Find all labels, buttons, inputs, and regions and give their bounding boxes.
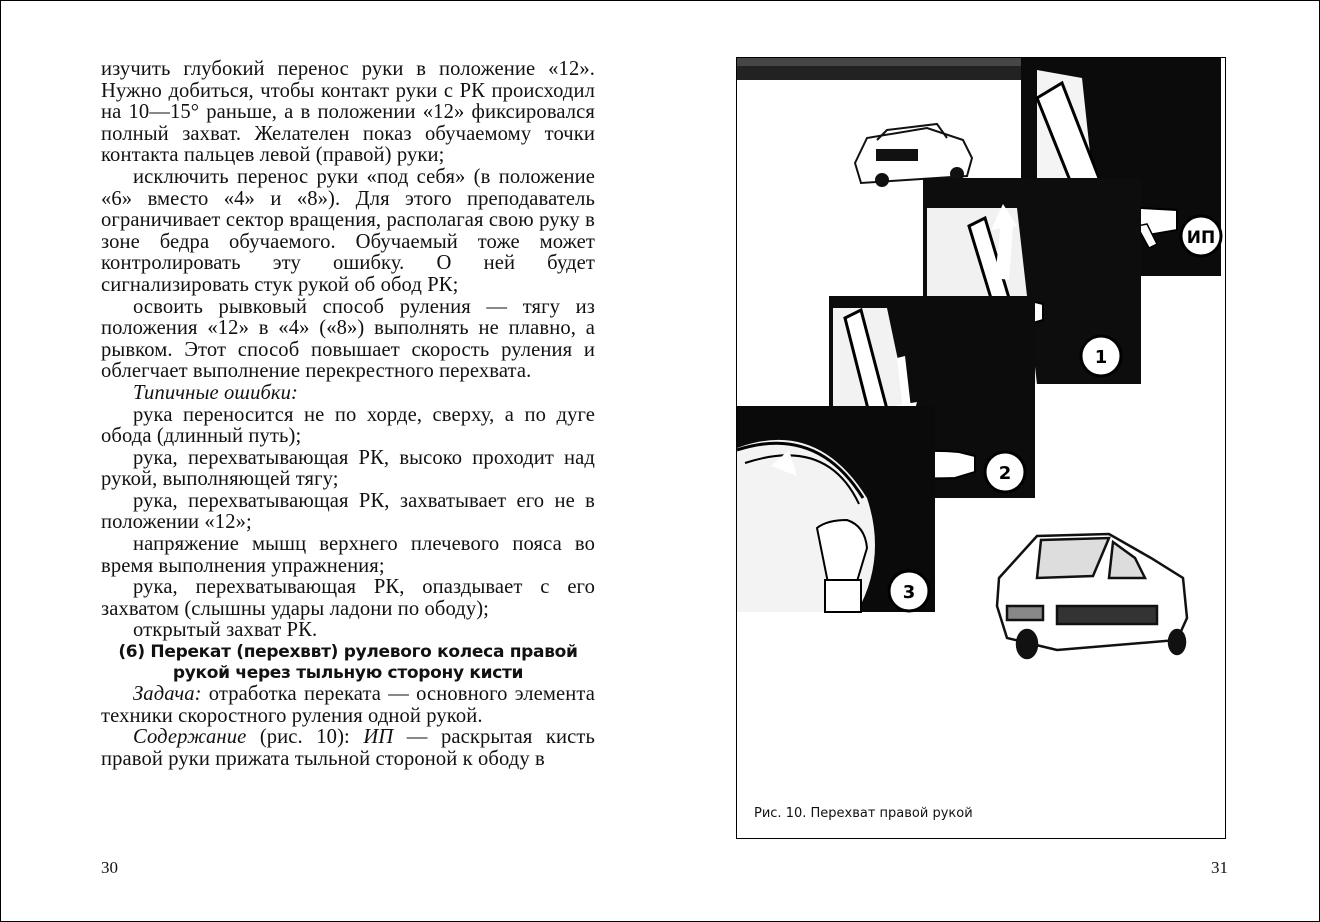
figure-10 <box>736 57 1226 839</box>
paragraph: рука, перехватывающая РК, захватывает его не в положении «12»; <box>101 489 595 534</box>
step-badge-1 <box>1081 336 1121 376</box>
paragraph: исключить перенос руки «под себя» (в положение «6» вместо «4» и «8»). Для этого преподаватель ограничивает сектор вращения, располагая свою руку в зоне бедра обучаемого. Обучаемый тоже может контролировать эту ошибку. О ней будет сигнализировать стук рукой об обод РК; <box>101 165 595 296</box>
step-badge-3 <box>889 571 929 611</box>
section-heading: (6) Перекат (перехввт) рулевого колеса правой рукой через тыльную сторону кисти <box>118 642 578 684</box>
paragraph: рука, перехватывающая РК, опаздывает с его захватом (слышны удары ладони по ободу); <box>101 576 595 620</box>
svg-text:3: 3 <box>902 582 916 603</box>
paragraph: рука, перехватывающая РК, высоко проходит над рукой, выполняющей тягу; <box>101 446 595 491</box>
content-label: Содержание <box>133 726 247 749</box>
paragraph: освоить рывковый способ руления — тягу из положения «12» в «4» («8») выполнять не плавно, а рывком. Этот способ повышает скорость руления и облегчает выполнение перекрестного перехвата. <box>101 295 595 383</box>
task-label: Задача: <box>133 683 202 706</box>
paragraph: рука переносится не по хорде, сверху, а по дуге обода (длинный путь); <box>101 403 595 448</box>
step-badge-2 <box>985 452 1025 492</box>
figure-illustration <box>737 58 1225 838</box>
left-page-text <box>101 59 595 770</box>
paragraph: открытый захват РК. <box>133 619 318 642</box>
page-number-right: 31 <box>1211 858 1228 877</box>
step-badge-ip <box>1181 216 1221 256</box>
content-paragraph: Содержание (рис. 10): ИП — раскрытая кисть правой руки прижата тыльной стороной к ободу в <box>101 726 595 770</box>
svg-text:1: 1 <box>1094 347 1108 368</box>
svg-text:ИП: ИП <box>1186 228 1216 248</box>
large-car-icon <box>997 534 1187 658</box>
paragraph: напряжение мышц верхнего плечевого пояса во время выполнения упражнения; <box>101 533 595 577</box>
svg-text:2: 2 <box>998 463 1012 484</box>
task-paragraph: Задача: отработка переката — основного элемента техники скоростного руления одной рукой. <box>101 683 595 727</box>
page-number-left: 30 <box>101 858 118 877</box>
figure-caption: Рис. 10. Перехват правой рукой <box>754 806 973 821</box>
paragraph: изучить глубокий перенос руки в положение «12». Нужно добиться, чтобы контакт руки с РК происходил на 10—15° раньше, а в положении «12» фиксировался полный захват. Желателен показ обучаемому точки контакта пальцев левой (правой) руки; <box>101 58 595 167</box>
small-car-icon <box>855 124 972 186</box>
typical-errors-heading: Типичные ошибки: <box>133 381 299 404</box>
